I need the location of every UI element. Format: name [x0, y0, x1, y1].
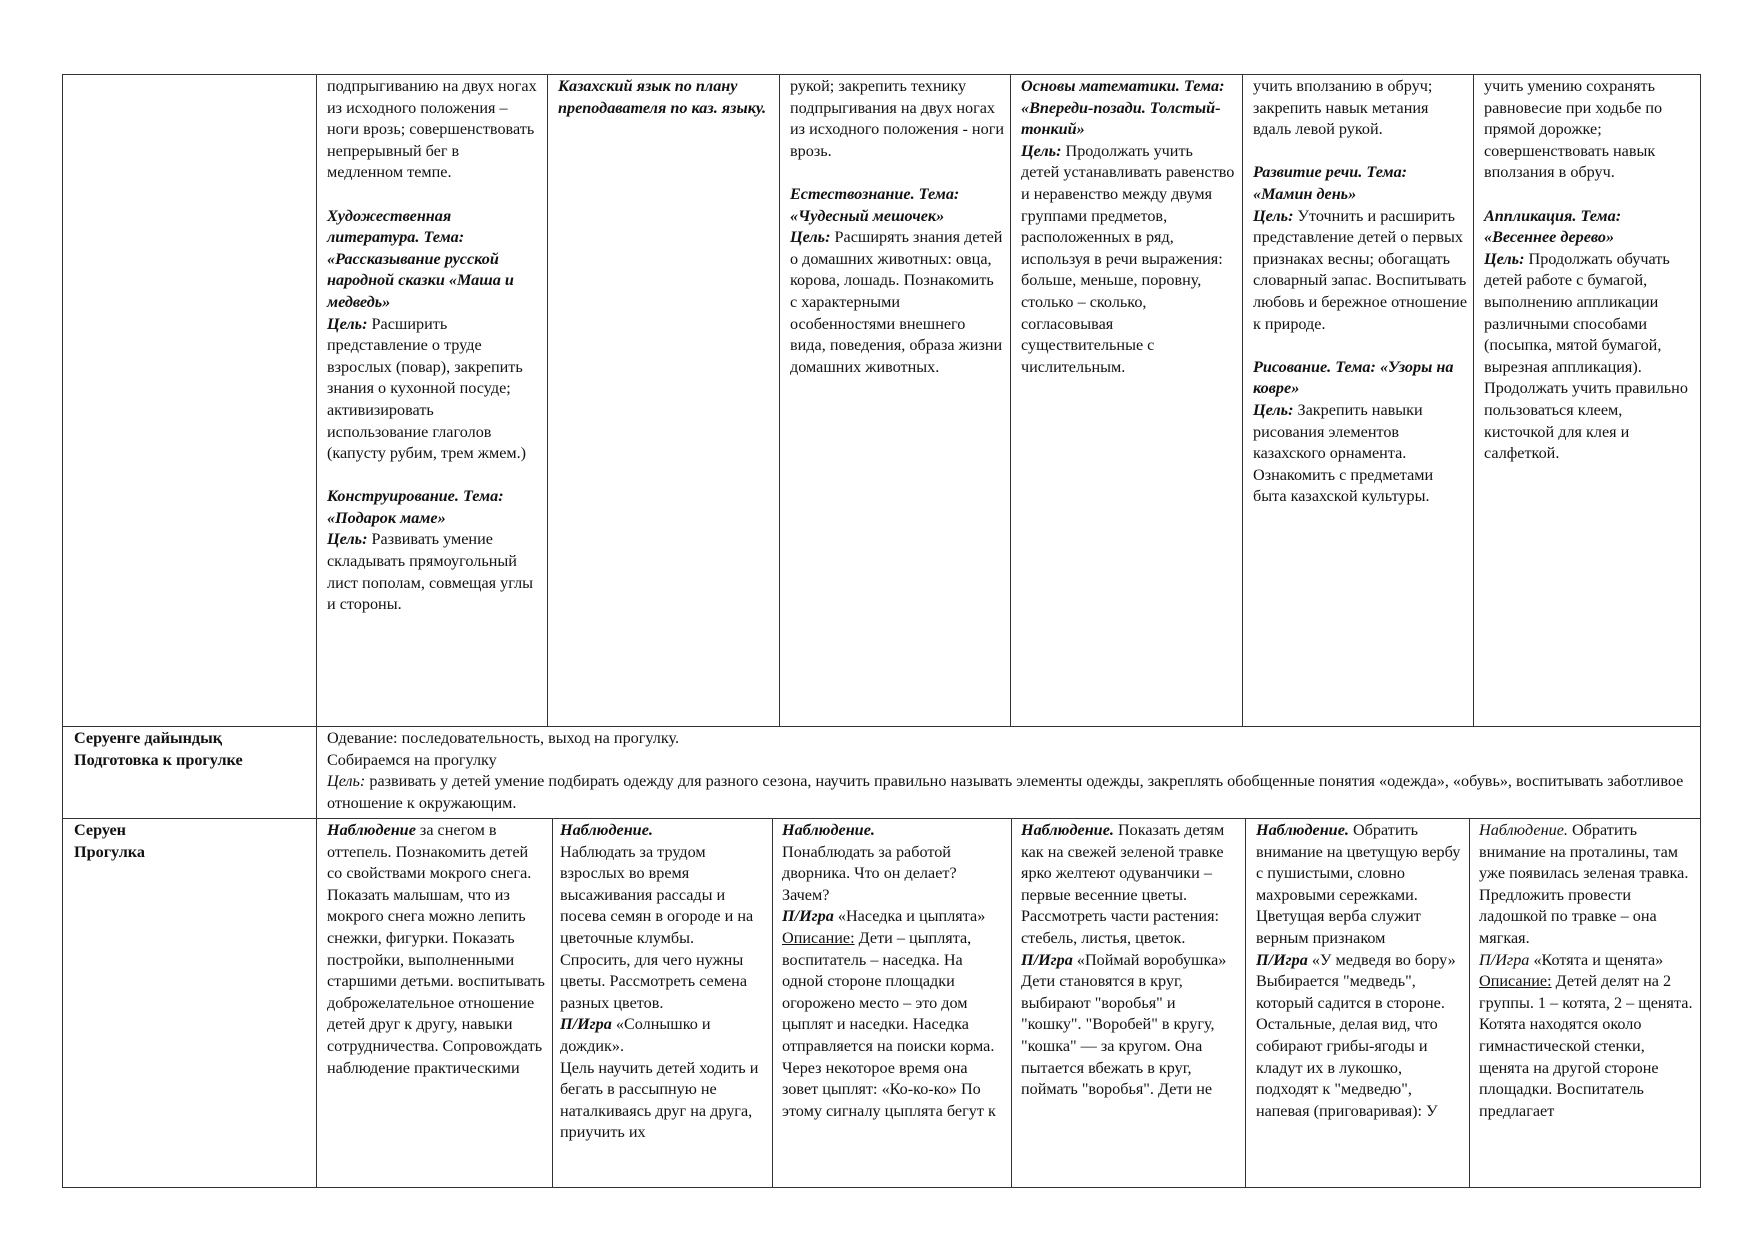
row1-col6-text: учить умению сохранять равновесие при ходьбе по прямой дорожке; совершенствовать навык вползания в обруч.: [1484, 77, 1663, 182]
row3-col1-cell: [327, 820, 545, 1186]
row3-col4-observation: [1021, 820, 1239, 950]
row1-col3-goal-science: [790, 227, 1004, 378]
row1-col1-cell: [327, 76, 539, 616]
row-divider-1: [62, 726, 1700, 727]
row3-col2-observation-label: Наблюдение.: [560, 821, 653, 839]
goal-label: Цель:: [327, 772, 366, 791]
row1-col5-cell: [1253, 76, 1467, 508]
table-top-border: [62, 74, 1700, 75]
row1-col5-goal-speech: [1253, 206, 1467, 336]
row3-col5-game: [1256, 950, 1464, 972]
observation-text: Показать детям как на свежей зеленой травке ярко желтеют одуванчики – первые весенние цветы. Рассмотреть части растения: стебель, листья, цветок.: [1021, 821, 1225, 947]
game-title: «Котята и щенята»: [1529, 950, 1664, 969]
table-left-border: [62, 74, 63, 1188]
row1-col2-cell: [558, 76, 772, 119]
description-text: Детей делят на 2 группы. 1 – котята, 2 – щенята. Котята находятся около гимнастической стенки, щенята на другой стороне площадки. Воспитатель предлагает: [1479, 972, 1693, 1120]
row1-col1-goal-literature: [327, 314, 539, 465]
observation-text: Обратить внимание на цветущую вербу с пушистыми, словно махровыми сережками. Цветущая верба служит верным признаком: [1256, 821, 1461, 947]
description-label: Описание:: [782, 928, 855, 947]
row3-col4-description: Дети становятся в круг, выбирают "воробья" и "кошку". "Воробей" в кругу, "кошка" — за кругом. Она пытается вбежать в круг, поймать "воробья". Дети не: [1021, 972, 1215, 1099]
goal-label: Цель:: [1484, 249, 1525, 268]
game-label: П/Игра: [782, 907, 834, 926]
goal-text: Расширить представление о труде взрослых (повар), закрепить знания о кухонной посуде; активизировать использование глаголов (капусту рубим, трем жмем.): [327, 314, 527, 463]
description-text: Дети – цыплята, воспитатель – наседка. На одной стороне площадки огорожено место – это дом цыплят и наседки. Наседка отправляется на поиски корма. Через некоторое время она зовет цыплят: «Ко-ко-ко» По этому сигналу цыплята бегут к: [782, 928, 996, 1120]
goal-label: Цель:: [1253, 206, 1294, 225]
observation-text: Обратить внимание на проталины, там уже появилась зеленая травка. Предложить провести ладошкой по травке – она мягкая.: [1479, 821, 1689, 947]
row1-col5-text: учить вползанию в обруч; закрепить навык метания вдаль левой рукой.: [1253, 77, 1433, 139]
row3-label-cell: [74, 820, 310, 863]
row3-col2-cell: [560, 820, 766, 1186]
row3-col-border-2: [772, 818, 773, 1187]
row1-col3-text: рукой; закрепить технику подпрыгивания на двух ногах из исходного положения - ноги врозь.: [790, 77, 1004, 160]
game-title: «У медведя во бору»: [1307, 950, 1456, 969]
goal-text: Уточнить и расширить представление детей о первых признаках весны; обогащать словарный запас. Воспитывать любовь и бережное отношение к природе.: [1253, 206, 1468, 333]
row-divider-2: [62, 818, 1700, 819]
goal-text: Продолжать обучать детей работе с бумагой, выполнению аппликации различными способами (посыпка, мятой бумагой, вырезная аппликация). Продолжать учить правильно пользоваться клеем, кисточкой для клея и салфеткой.: [1484, 249, 1688, 463]
game-title: «Поймай воробушка»: [1072, 950, 1227, 969]
row3-label-russian: Прогулка: [74, 842, 145, 861]
row1-col-border-1: [547, 74, 548, 726]
row3-col3-game: [782, 906, 1006, 928]
goal-text: развивать у детей умение подбирать одежду для разного сезона, научить правильно называть элементы одежды, закреплять обобщенные понятия «одежда», «обувь», воспитывать заботливое отношение к окружающим.: [327, 772, 1684, 812]
row1-col6-cell: [1484, 76, 1694, 465]
row3-col-border-1: [552, 818, 553, 1187]
label-column-border: [316, 74, 317, 1188]
row1-col5-topic-drawing: Рисование. Тема: «Узоры на ковре»: [1253, 357, 1454, 398]
row3-col-border-4: [1245, 818, 1246, 1187]
row1-col1-goal-construction: [327, 529, 539, 615]
row1-col1-topic-construction: Конструирование. Тема: «Подарок маме»: [327, 487, 504, 527]
row3-col5-cell: [1256, 820, 1464, 1186]
row1-col6-goal-applique: [1484, 249, 1694, 465]
row3-col3-observation-text: Понаблюдать за работой дворника. Что он делает? Зачем?: [782, 842, 957, 904]
row2-label-kazakh: Серуенге дайындық: [74, 729, 223, 747]
row3-col-border-5: [1469, 818, 1470, 1187]
row2-content-cell: [327, 728, 1695, 814]
row1-col4-cell: [1021, 76, 1235, 378]
row3-col5-description: Выбирается "медведь", который садится в стороне. Остальные, делая вид, что собирают грибы-ягоды и кладут их в лукошко, подходят к "медведю", напевая (приговаривая): У: [1256, 972, 1445, 1120]
row3-col5-observation: [1256, 820, 1464, 950]
observation-label: Наблюдение.: [1256, 821, 1349, 839]
row2-gathering-line: Собираемся на прогулку: [327, 750, 497, 769]
goal-label: Цель:: [327, 530, 368, 549]
row1-col5-topic-speech: Развитие речи. Тема: «Мамин день»: [1253, 163, 1408, 203]
row3-col6-cell: [1479, 820, 1695, 1186]
row3-col2-game: [560, 1014, 766, 1057]
row1-col4-goal-math: [1021, 141, 1235, 379]
goal-text: Закрепить навыки рисования элементов казахского орнамента. Ознакомить с предметами быта казахской культуры.: [1253, 400, 1434, 506]
row3-label-kazakh: Серуен: [74, 821, 126, 839]
row3-col2-game-goal: Цель научить детей ходить и бегать в рассыпную не наталкиваясь друг на друга, приучить их: [560, 1058, 759, 1142]
row3-col3-observation-label: Наблюдение.: [782, 821, 875, 839]
row3-col2-observation-text: Наблюдать за трудом взрослых во время высаживания рассады и посева семян в огороде и на цветочные клумбы. Спросить, для чего нужны цветы. Рассмотреть семена разных цветов.: [560, 842, 754, 1012]
row1-col1-text: подпрыгиванию на двух ногах из исходного положения – ноги врозь; совершенствовать непрерывный бег в медленном темпе.: [327, 77, 537, 182]
row3-col3-description: [782, 928, 1006, 1122]
row1-col2-kazakh-language: Казахский язык по плану преподавателя по каз. языку.: [558, 77, 767, 117]
row3-col6-description: [1479, 971, 1695, 1122]
row2-goal: [327, 771, 1695, 814]
goal-label: Цель:: [790, 228, 831, 247]
row3-col4-game: [1021, 950, 1239, 972]
game-title: «Солнышко и дождик».: [560, 1015, 711, 1055]
row1-col3-topic-science: Естествознание. Тема: «Чудесный мешочек»: [790, 184, 960, 225]
row2-dressing-line: Одевание: последовательность, выход на прогулку.: [327, 729, 680, 747]
row1-col1-topic-literature: Художественная литература. Тема: «Рассказывание русской народной сказки «Маша и медведь»: [327, 206, 514, 311]
row2-label-russian: Подготовка к прогулке: [74, 750, 243, 769]
row2-label-cell: [74, 728, 310, 771]
description-label: Описание:: [1479, 972, 1552, 991]
row1-col5-goal-drawing: [1253, 400, 1467, 508]
row3-col6-game: [1479, 950, 1695, 972]
game-label: П/Игра: [1479, 950, 1530, 969]
observation-text: за снегом в оттепель. Познакомить детей со свойствами мокрого снега. Показать малышам, что из мокрого снега можно лепить снежки, фигурки. Показать постройки, выполненными старшими детьми. воспитывать доброжелательное отношение детей друг к другу, навыки сотрудничества. Сопровождать наблюдение практическими: [327, 821, 545, 1077]
goal-text: Продолжать учить детей устанавливать равенство и неравенство между двумя группами предметов, расположенных в ряд, используя в речи выражения: больше, меньше, поровну, столько – сколько, согласовывая существительные с числительным.: [1021, 141, 1235, 376]
goal-label: Цель:: [1253, 400, 1294, 419]
table-bottom-border: [62, 1187, 1700, 1188]
row1-col6-topic-applique: Аппликация. Тема: «Весеннее дерево»: [1484, 206, 1622, 247]
row3-col-border-3: [1011, 818, 1012, 1187]
goal-text: Развивать умение складывать прямоугольный лист пополам, совмещая углы и стороны.: [327, 530, 534, 614]
game-title: «Наседка и цыплята»: [833, 907, 986, 926]
observation-label: Наблюдение: [327, 821, 416, 839]
row1-col-border-2: [779, 74, 780, 726]
goal-label: Цель:: [1021, 141, 1062, 160]
row1-col-border-3: [1010, 74, 1011, 726]
row3-col4-cell: [1021, 820, 1239, 1186]
row1-col-border-4: [1242, 74, 1243, 726]
row3-col1-observation: [327, 820, 545, 1079]
row1-col4-topic-math: Основы математики. Тема: «Впереди-позади. Толстый-тонкий»: [1021, 77, 1225, 139]
row1-col3-cell: [790, 76, 1004, 378]
goal-label: Цель:: [327, 314, 368, 333]
game-label: П/Игра: [1256, 950, 1308, 969]
game-label: П/Игра: [1021, 950, 1073, 969]
game-label: П/Игра: [560, 1015, 612, 1034]
row3-col3-cell: [782, 820, 1006, 1186]
table-right-border: [1700, 74, 1701, 1188]
row1-col-border-5: [1473, 74, 1474, 726]
observation-label: Наблюдение.: [1021, 821, 1114, 839]
observation-label: Наблюдение.: [1479, 821, 1568, 839]
goal-text: Расширять знания детей о домашних животных: овца, корова, лошадь. Познакомить с характерными особенностями внешнего вида, поведения, образа жизни домашних животных.: [790, 228, 1003, 376]
row3-col6-observation: [1479, 820, 1695, 950]
